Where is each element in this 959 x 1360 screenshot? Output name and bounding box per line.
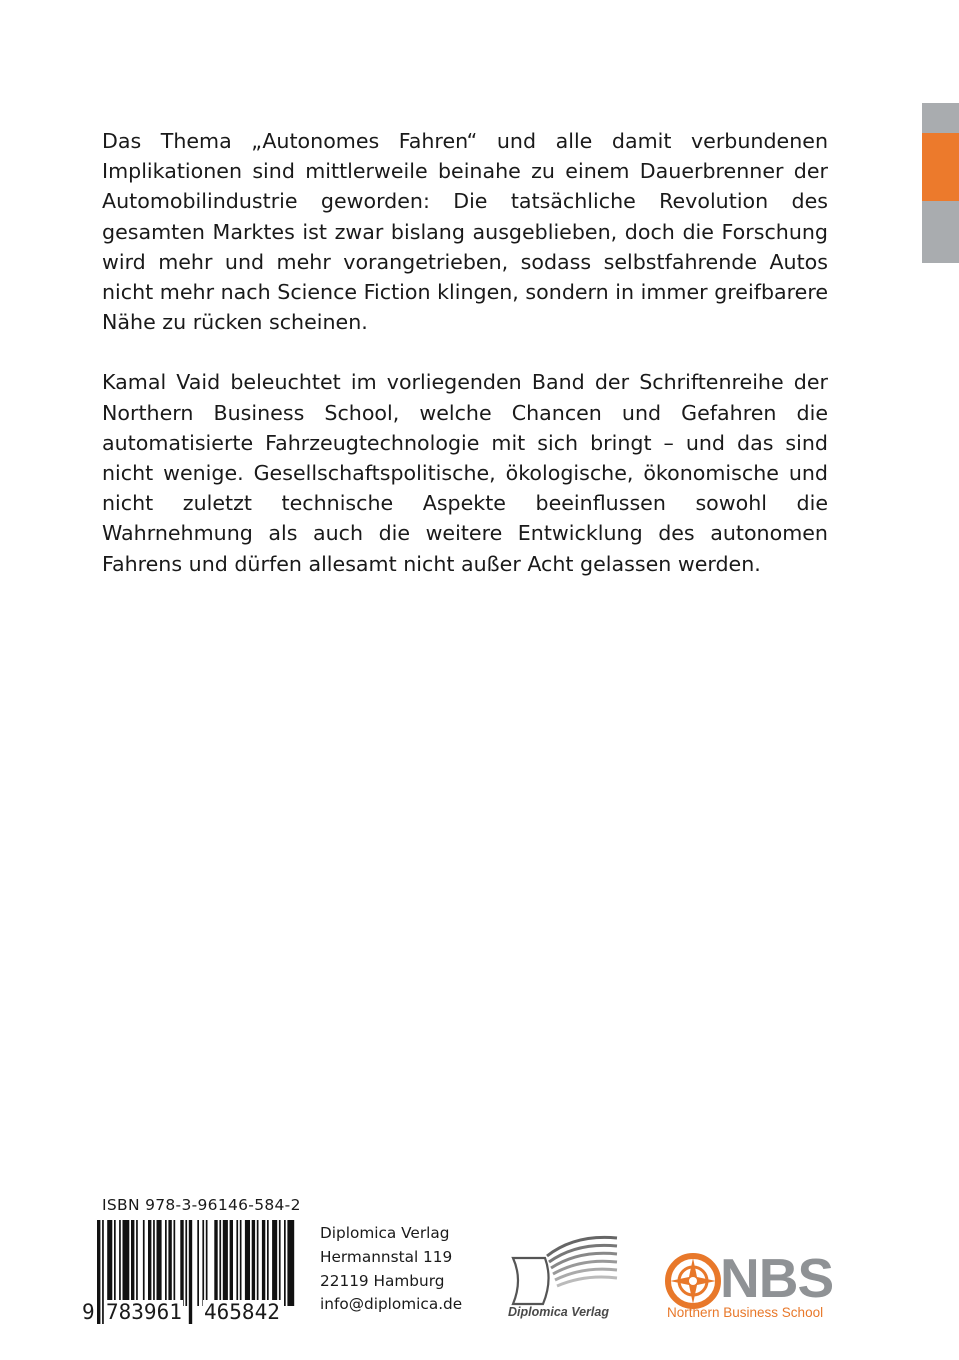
- barcode-bar: [279, 1220, 281, 1306]
- barcode-bar: [136, 1220, 138, 1306]
- barcode-bar: [219, 1220, 221, 1306]
- barcode-bar: [153, 1220, 155, 1306]
- side-tab-orange: [922, 133, 959, 201]
- barcode-bar: [157, 1220, 162, 1306]
- side-tab-gray-bottom: [922, 201, 959, 263]
- barcode-bar: [168, 1220, 171, 1306]
- blurb-paragraph-2: Kamal Vaid beleuchtet im vorliegenden Band der Schriftenreihe der Northern Business School, welche Chancen und Gefahren die automatisierte Fahrzeugtechnologie mit sich bringt – und das sind nicht wenige. Gesellschaftspolitische, ökologische, ökonomische und nicht zuletzt technische Aspekte beeinflussen sowohl die Wahrnehmung als auch die weitere Entwicklung des autonomen Fahrens und dürfen allesamt nicht außer Acht gelassen werden.: [102, 370, 828, 576]
- barcode-digits: [83, 1296, 305, 1330]
- barcode-bar: [257, 1220, 259, 1306]
- barcode-bar: [214, 1220, 217, 1306]
- barcode-bar: [262, 1220, 265, 1306]
- diplomica-logo-text: Diplomica Verlag: [508, 1305, 609, 1319]
- publisher-email: info@diplomica.de: [320, 1295, 463, 1314]
- barcode-bar: [174, 1220, 176, 1306]
- barcode-bar: [197, 1220, 199, 1306]
- barcode-bar: [267, 1220, 269, 1306]
- barcode-bar: [272, 1220, 277, 1306]
- barcode-lead-digit: 9: [82, 1300, 95, 1324]
- barcode-bar: [107, 1220, 112, 1306]
- publisher-address: [320, 1222, 462, 1317]
- barcode-bar: [206, 1220, 208, 1306]
- barcode-bar: [287, 1220, 294, 1306]
- barcode-bar: [148, 1220, 151, 1306]
- side-tab-gray-top: [922, 103, 959, 133]
- isbn-label: ISBN 978-3-96146-584-2: [102, 1196, 301, 1214]
- barcode-bar: [165, 1220, 167, 1306]
- barcode-bar: [143, 1220, 145, 1306]
- barcode-bar: [245, 1220, 250, 1306]
- nbs-logo-subtitle: Northern Business School: [667, 1305, 824, 1320]
- barcode-bar: [223, 1220, 228, 1306]
- barcode-bar: [114, 1220, 116, 1306]
- barcode-left-group: 783961: [106, 1300, 182, 1324]
- barcode-bar: [284, 1220, 286, 1306]
- barcode-bar: [119, 1220, 121, 1306]
- publisher-street: Hermannstal 119: [320, 1247, 453, 1266]
- barcode-bar: [180, 1220, 183, 1306]
- publisher-name: Diplomica Verlag: [320, 1224, 450, 1242]
- back-cover-blurb: [102, 126, 828, 609]
- nbs-compass-icon: [664, 1252, 722, 1310]
- publisher-city: 22119 Hamburg: [320, 1271, 445, 1290]
- barcode-bar: [185, 1220, 187, 1306]
- barcode-bar: [202, 1220, 204, 1306]
- barcode-bar: [230, 1220, 233, 1306]
- blurb-paragraph-1: Das Thema „Autonomes Fahren“ und alle damit verbundenen Implikationen sind mittlerweile beinahe zu einem Dauerbrenner der Automobilindustrie geworden: Die tatsächliche Revolution des gesamten Marktes ist zwar bislang ausgeblieben, doch die Forschung wird mehr und mehr vorangetrieben, sodass selbstfahrende Autos nicht mehr nach Science Fiction klingen, sondern in immer greifbarere Nähe zu rücken scheinen.: [102, 129, 828, 335]
- barcode-bar: [131, 1220, 134, 1306]
- barcode-bar: [123, 1220, 130, 1306]
- barcode-bar: [252, 1220, 255, 1306]
- barcode-bar: [236, 1220, 238, 1306]
- nbs-logo-text: NBS: [720, 1247, 834, 1309]
- barcode-bar: [240, 1220, 242, 1306]
- barcode-right-group: 465842: [204, 1300, 280, 1324]
